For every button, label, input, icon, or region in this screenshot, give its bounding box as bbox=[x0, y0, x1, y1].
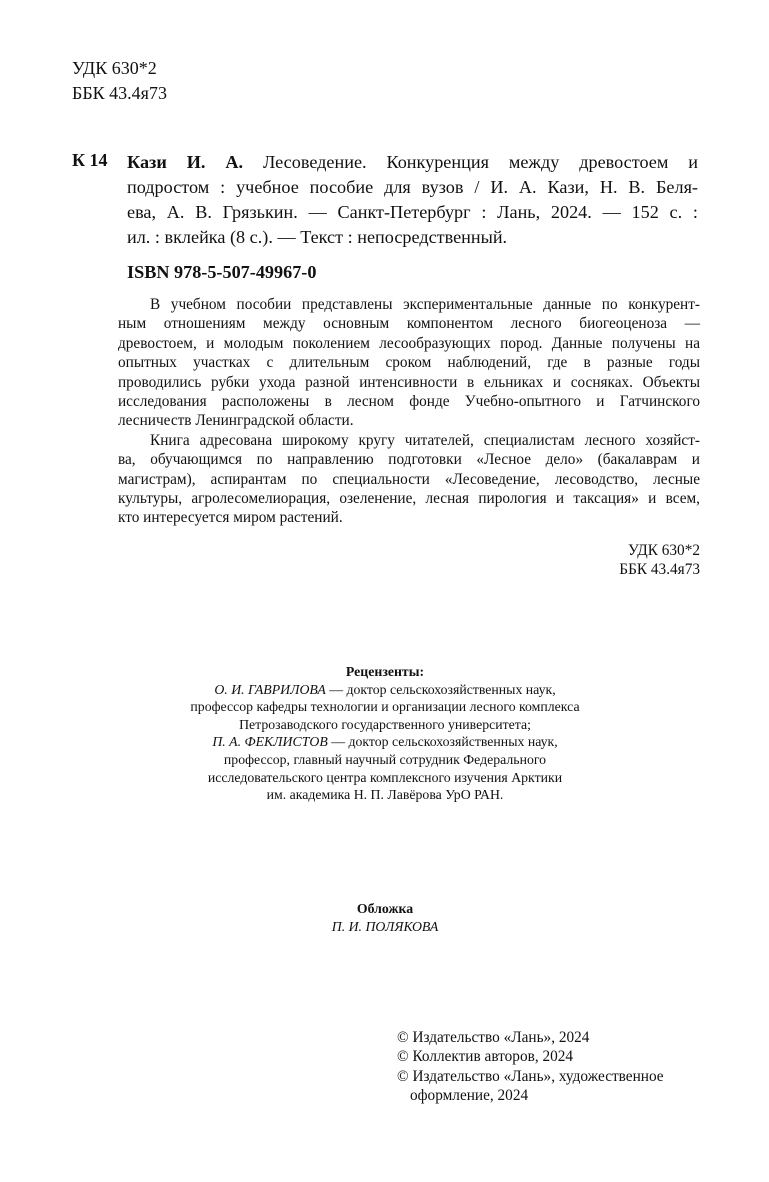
reviewers-heading: Рецензенты: bbox=[345, 664, 425, 679]
bib-line: подростом : учебное пособие для вузов / И. А. Кази, Н. В. Беля- bbox=[127, 177, 698, 197]
copyright-line: © Издательство «Лань», 2024 bbox=[397, 1029, 590, 1046]
copyright-block bbox=[397, 1028, 664, 1106]
abstract-line: древостоем, и молодым поколением лесообразующих пород. Данные получены на bbox=[118, 334, 700, 352]
bib-line: ева, А. В. Грязькин. — Санкт-Петербург : Лань, 2024. — 152 с. : bbox=[127, 202, 698, 222]
abstract-line: В учебном пособии представлены экспериментальные данные по конкурент- bbox=[150, 296, 700, 313]
copyright-line: © Издательство «Лань», художественное bbox=[397, 1067, 664, 1085]
reviewer-line: профессор, главный научный сотрудник Федерального bbox=[223, 751, 547, 767]
bib-text: Лесоведение. Конкуренция между древостоем и bbox=[243, 152, 698, 172]
abstract-line: кто интересуется миром растений. bbox=[118, 509, 343, 527]
abstract-line: лесничеств Ленинградской области. bbox=[118, 412, 354, 430]
abstract-line: проводились рубки ухода разной интенсивности в ельниках и сосняках. Объекты bbox=[118, 373, 700, 391]
abstract-line: Книга адресована широкому кругу читателей, специалистам лесного хозяйст- bbox=[150, 431, 700, 449]
udk-code: УДК 630*2 bbox=[72, 58, 157, 78]
abstract-line: опытных участках с длительным сроком наблюдений, где в разные годы bbox=[118, 354, 700, 372]
abstract bbox=[118, 295, 700, 580]
abstract-udk: УДК 630*2 bbox=[628, 541, 700, 559]
author-mark: К 14 bbox=[72, 150, 108, 170]
reviewer-line: исследовательского центра комплексного изучения Арктики bbox=[207, 769, 563, 785]
abstract-bbk: ББК 43.4я73 bbox=[619, 561, 700, 579]
cover-credit bbox=[160, 900, 610, 935]
reviewer-name: П. А. ФЕКЛИСТОВ bbox=[212, 734, 328, 750]
bib-line bbox=[127, 150, 698, 175]
cover-heading: Обложка bbox=[356, 901, 414, 916]
copyright-line: оформление, 2024 bbox=[410, 1087, 529, 1105]
reviewer-line bbox=[160, 681, 610, 699]
reviewer-line bbox=[160, 733, 610, 751]
reviewer-text: — доктор сельскохозяйственных наук, bbox=[327, 734, 558, 750]
copyright-line: © Коллектив авторов, 2024 bbox=[397, 1048, 574, 1066]
bib-line: ил. : вклейка (8 с.). — Текст : непосредственный. bbox=[127, 227, 508, 247]
abstract-line: ным отношениям между основным компонентом лесного биогеоценоза — bbox=[118, 315, 700, 333]
isbn: ISBN 978-5-507-49967-0 bbox=[127, 262, 317, 282]
bbk-code: ББК 43.4я73 bbox=[72, 83, 167, 103]
reviewer-line: им. академика Н. П. Лавёрова УрО РАН. bbox=[266, 787, 504, 803]
reviewers bbox=[160, 663, 610, 804]
reviewer-name: О. И. ГАВРИЛОВА bbox=[214, 681, 326, 697]
abstract-line: ва, обучающимся по направлению подготовки «Лесное дело» (бакалаврам и bbox=[118, 451, 700, 469]
author-name: Кази И. А. bbox=[127, 152, 244, 172]
reviewer-line: Петрозаводского государственного университета; bbox=[239, 716, 531, 732]
abstract-line: исследования расположены в лесном фонде Учебно-опытного и Гатчинского bbox=[118, 393, 700, 411]
abstract-line: магистрам), аспирантам по специальности «Лесоведение, лесоводство, лесные bbox=[118, 470, 700, 488]
cover-designer: П. И. ПОЛЯКОВА bbox=[331, 918, 439, 934]
bibliographic-record bbox=[127, 150, 698, 285]
reviewer-line: профессор кафедры технологии и организации лесного комплекса bbox=[190, 699, 580, 715]
reviewer-text: — доктор сельскохозяйственных наук, bbox=[325, 681, 556, 697]
abstract-line: культуры, агролесомелиорация, озеленение, лесная пирология и таксация» и всем, bbox=[118, 490, 700, 508]
